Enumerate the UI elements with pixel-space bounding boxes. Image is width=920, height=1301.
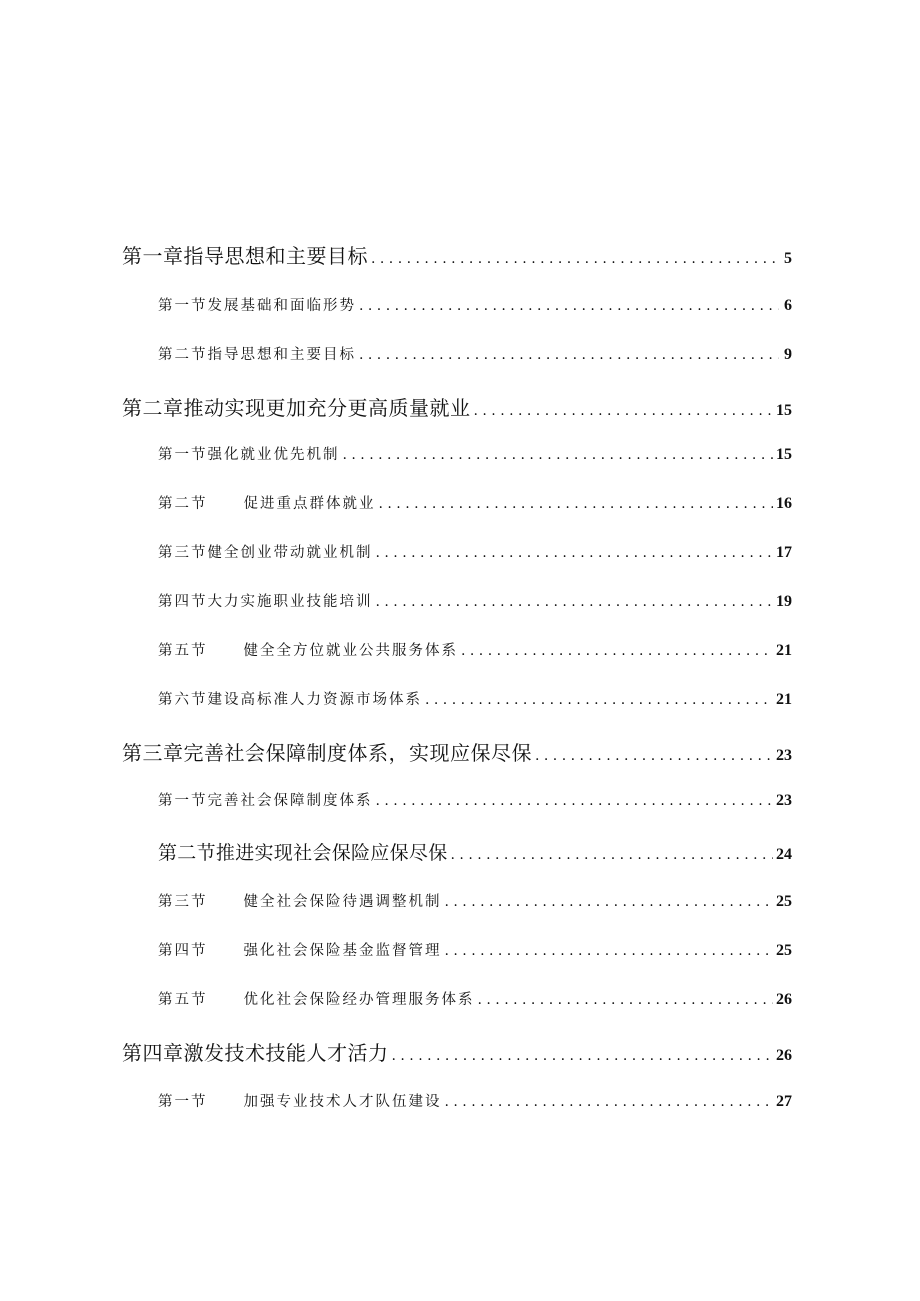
dot-leader bbox=[445, 1094, 774, 1110]
toc-section[interactable] bbox=[158, 443, 792, 464]
toc-entry-page: 25 bbox=[776, 942, 792, 959]
toc-entry-title: 强化就业优先机制 bbox=[207, 447, 340, 463]
toc-chapter-3[interactable] bbox=[122, 737, 792, 766]
toc-entry-page: 15 bbox=[776, 446, 792, 463]
toc-entry-title: 第一章指导思想和主要目标 bbox=[122, 244, 368, 268]
toc-section-number: 第一节 bbox=[158, 298, 208, 314]
toc-section-number: 第五节 bbox=[158, 992, 208, 1008]
toc-section-number: 第一节 bbox=[158, 793, 208, 809]
toc-entry-page: 21 bbox=[776, 642, 792, 659]
toc-section[interactable] bbox=[158, 1090, 792, 1111]
toc-entry-title: 建设高标准人力资源市场体系 bbox=[207, 692, 422, 708]
toc-entry-page: 23 bbox=[776, 747, 792, 764]
dot-leader bbox=[371, 251, 779, 267]
toc-entry-page: 17 bbox=[776, 544, 792, 561]
dot-leader bbox=[376, 545, 774, 561]
toc-section[interactable] bbox=[158, 590, 792, 611]
toc-section-number: 第三节 bbox=[158, 545, 208, 561]
dot-leader bbox=[379, 496, 774, 512]
toc-section-number: 第六节 bbox=[158, 692, 208, 708]
toc-entry-page: 19 bbox=[776, 593, 792, 610]
dot-leader bbox=[359, 298, 779, 314]
toc-section-number: 第二节 bbox=[158, 842, 216, 864]
toc-entry-title: 强化社会保险基金监督管理 bbox=[243, 943, 442, 959]
toc-section-number: 第四节 bbox=[158, 943, 208, 959]
toc-entry-title: 第四章激发技术技能人才活力 bbox=[122, 1041, 389, 1065]
toc-entry-page: 25 bbox=[776, 893, 792, 910]
toc-entry-page: 24 bbox=[776, 846, 792, 863]
dot-leader bbox=[445, 943, 774, 959]
toc-entry-page: 26 bbox=[776, 991, 792, 1008]
toc-section[interactable] bbox=[158, 343, 792, 364]
toc-entry-page: 5 bbox=[784, 250, 792, 267]
toc-entry-title: 优化社会保险经办管理服务体系 bbox=[243, 992, 475, 1008]
dot-leader bbox=[445, 894, 774, 910]
toc-section[interactable] bbox=[158, 492, 792, 513]
toc-entry-title: 完善社会保障制度体系 bbox=[207, 793, 373, 809]
toc-entry-title: 推进实现社会保险应保尽保 bbox=[215, 842, 448, 864]
toc-entry-page: 23 bbox=[776, 792, 792, 809]
dot-leader bbox=[474, 403, 774, 419]
dot-leader bbox=[343, 447, 774, 463]
dot-leader bbox=[392, 1048, 774, 1064]
toc-section[interactable] bbox=[158, 541, 792, 562]
toc-section[interactable] bbox=[158, 639, 792, 660]
toc-entry-page: 16 bbox=[776, 495, 792, 512]
toc-section-number: 第五节 bbox=[158, 643, 208, 659]
dot-leader bbox=[359, 347, 779, 363]
toc-entry-page: 6 bbox=[784, 297, 792, 314]
toc-section[interactable] bbox=[158, 890, 792, 911]
dot-leader bbox=[461, 643, 773, 659]
toc-entry-title: 第三章完善社会保障制度体系，实现应保尽保 bbox=[122, 741, 532, 765]
toc-entry-title: 发展基础和面临形势 bbox=[207, 298, 356, 314]
toc-entry-title: 健全社会保险待遇调整机制 bbox=[243, 894, 442, 910]
toc-section[interactable] bbox=[158, 294, 792, 315]
toc-entry-title: 健全全方位就业公共服务体系 bbox=[243, 643, 458, 659]
toc-entry-page: 21 bbox=[776, 691, 792, 708]
toc-section[interactable] bbox=[158, 688, 792, 709]
toc-section-number: 第四节 bbox=[158, 594, 208, 610]
toc-section[interactable] bbox=[158, 789, 792, 810]
toc-chapter-1[interactable] bbox=[122, 240, 792, 269]
dot-leader bbox=[451, 847, 773, 863]
toc-section[interactable] bbox=[158, 838, 792, 865]
toc-section-number: 第一节 bbox=[158, 447, 208, 463]
dot-leader bbox=[376, 793, 774, 809]
toc-entry-title: 加强专业技术人才队伍建设 bbox=[243, 1094, 442, 1110]
toc-entry-page: 27 bbox=[776, 1093, 792, 1110]
toc-entry-title: 大力实施职业技能培训 bbox=[207, 594, 373, 610]
toc-entry-title: 指导思想和主要目标 bbox=[207, 347, 356, 363]
dot-leader bbox=[425, 692, 773, 708]
toc-section-number: 第三节 bbox=[158, 894, 208, 910]
dot-leader bbox=[376, 594, 774, 610]
toc-entry-title: 第二章推动实现更加充分更高质量就业 bbox=[122, 396, 471, 420]
dot-leader bbox=[535, 748, 773, 764]
toc-entry-title: 健全创业带动就业机制 bbox=[207, 545, 373, 561]
toc-entry-page: 15 bbox=[776, 402, 792, 419]
toc-section[interactable] bbox=[158, 939, 792, 960]
toc-entry-title: 促进重点群体就业 bbox=[243, 496, 376, 512]
toc-entry-page: 26 bbox=[776, 1047, 792, 1064]
toc-section[interactable] bbox=[158, 988, 792, 1009]
toc-chapter-2[interactable] bbox=[122, 392, 792, 421]
toc-section-number: 第一节 bbox=[158, 1094, 208, 1110]
toc-entry-page: 9 bbox=[784, 346, 792, 363]
toc-chapter-4[interactable] bbox=[122, 1037, 792, 1066]
toc-section-number: 第二节 bbox=[158, 347, 208, 363]
toc-section-number: 第二节 bbox=[158, 496, 208, 512]
dot-leader bbox=[478, 992, 774, 1008]
